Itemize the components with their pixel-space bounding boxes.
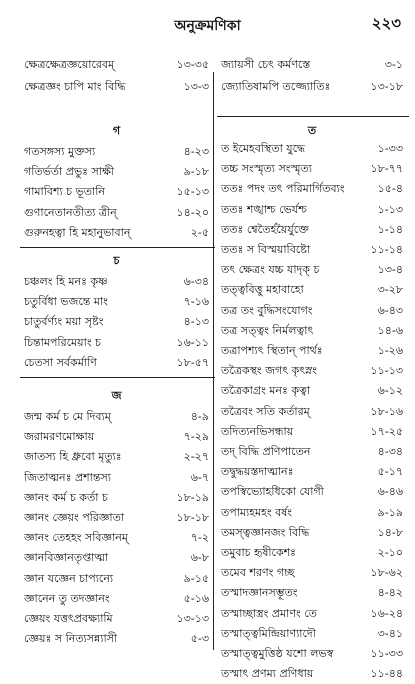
index-entry — [24, 629, 209, 649]
entry-reference: ১৪-৬ — [377, 323, 403, 337]
index-entry — [221, 280, 403, 300]
entry-reference: ৫-৩ — [190, 632, 209, 646]
entry-reference: ৪-৩৪ — [377, 445, 403, 458]
index-entry — [221, 77, 403, 97]
entry-text: গামাবিশ্য চ ভূতানি — [24, 185, 105, 199]
index-entry — [221, 321, 403, 341]
entry-text: তদ্বুদ্ধয়স্তদাত্মানঃ — [221, 465, 294, 479]
entry-text: তদ্ বিদ্ধি প্রণিপাতেন — [221, 445, 311, 458]
entry-text: তস্মাত্ত্বমুত্তিষ্ঠ যশো লভস্ব — [221, 647, 334, 660]
entry-text: তত্রাপশ্যৎ স্থিতান্ পার্থঃ — [221, 344, 323, 357]
entry-reference: ১-৩৩ — [377, 142, 403, 155]
index-entry — [221, 200, 403, 220]
entry-reference: ৫-১৭ — [377, 465, 403, 479]
index-entry — [24, 162, 209, 182]
entry-text: তত্রৈকাগ্রং মনঃ কৃত্বা — [221, 384, 311, 398]
entry-text: তপাম্যহমহং বর্ষং — [221, 505, 293, 519]
entry-text: তচ্চ সংস্মৃত্য সংস্মৃত্য — [221, 162, 312, 176]
entry-text: তত্রৈবং সতি কর্তারম্ — [221, 404, 310, 418]
entry-reference: ৪-৪২ — [377, 586, 403, 600]
index-entry — [221, 240, 403, 260]
entry-reference: ১৩-৪ — [377, 263, 403, 277]
entry-text: জ্ঞান যজ্ঞেন চাপ্যন্যে — [24, 571, 114, 585]
entry-text: তস্মাদজ্ঞানসম্ভূতং — [221, 586, 298, 600]
entry-text: তমুবাচ হৃষীকেশঃ — [221, 546, 297, 559]
index-entry — [24, 609, 209, 629]
separator-rule — [20, 377, 215, 378]
entry-text: তদিত্যনভিসন্ধায় — [221, 424, 294, 438]
entry-text: জ্যোতিষামপি তজ্জ্যোতিঃ — [221, 80, 331, 94]
entry-text: গতির্ভর্তা প্রভুঃ সাক্ষী — [24, 165, 115, 179]
entry-reference: ৭-২ — [190, 531, 209, 545]
entry-reference: ৯-১৯ — [377, 505, 403, 519]
separator-rule — [217, 116, 409, 117]
index-entry — [221, 462, 403, 482]
entry-reference: ১৫-১৩ — [176, 185, 209, 199]
index-entry — [24, 427, 209, 447]
entry-reference: ১৭-২৫ — [370, 424, 403, 438]
entry-text: ততঃ স বিস্ময়াবিষ্টো — [221, 243, 311, 256]
entry-reference: ১১-১৪ — [370, 243, 403, 256]
entry-reference: ৫-১৬ — [183, 591, 209, 605]
entry-reference: ১-১৪ — [377, 222, 403, 236]
index-entry — [221, 220, 403, 240]
entry-reference: ১৮-১৬ — [370, 404, 403, 418]
entry-text: জ্ঞেয়ং যত্তৎপ্রবক্ষ্যামি — [24, 612, 113, 625]
entry-reference: ৪-৯ — [190, 410, 209, 423]
index-entry — [221, 523, 403, 543]
entry-reference: ১৩-১৮ — [370, 80, 403, 94]
entry-text: জাতস্য হি ধ্রুবো মৃত্যুঃ — [24, 450, 122, 464]
entry-reference: ৬-৭ — [190, 470, 209, 484]
entry-text: তমেব শরণং গচ্ছ — [221, 566, 295, 580]
entry-text: চেতসা সর্বকর্মাণি — [24, 355, 97, 369]
entry-text: জিতাত্মনঃ প্রশান্তস্য — [24, 470, 111, 484]
entry-reference: ১-২৬ — [377, 344, 403, 357]
entry-reference: ৬-৪৩ — [377, 303, 403, 317]
index-entry — [221, 402, 403, 422]
index-entry — [221, 604, 403, 624]
entry-text: ততঃ শ্বেতৈর্হয়ৈর্যুক্তে — [221, 222, 309, 236]
index-entry — [24, 528, 209, 548]
separator-rule — [20, 247, 215, 248]
page-title: অনুক্রমণিকা — [174, 18, 241, 34]
index-entry — [221, 139, 403, 159]
entry-text: জ্ঞেয়ঃ স নিত্যসন্ন্যাসী — [24, 632, 118, 646]
index-entry — [221, 422, 403, 442]
index-entry — [221, 503, 403, 523]
index-entry — [221, 55, 403, 75]
entry-text: জ্ঞানেন তু তদজ্ঞানং — [24, 591, 110, 605]
index-entry — [221, 301, 403, 321]
index-entry — [221, 482, 403, 502]
index-entry — [24, 353, 209, 373]
entry-text: জ্ঞানং তেহহং সবিজ্ঞানম্ — [24, 531, 128, 545]
entry-text: ততঃ শঙ্খাশ্চ ভের্যশ্চ — [221, 202, 307, 216]
entry-text: চতুর্বিধা ভজন্তে মাং — [24, 295, 108, 309]
entry-reference: ১১-১৩ — [370, 364, 403, 378]
entry-reference: ১১-৪৪ — [370, 667, 403, 681]
index-entry — [221, 664, 403, 684]
index-entry — [24, 333, 209, 353]
index-entry — [24, 488, 209, 508]
index-entry — [221, 341, 403, 361]
index-entry — [24, 312, 209, 332]
entry-reference: ১-১৩ — [377, 202, 403, 216]
entry-reference: ১৮-১৯ — [176, 490, 209, 504]
entry-text: তমস্ত্বজ্ঞানজং বিদ্ধি — [221, 525, 310, 539]
entry-reference: ৩-২৮ — [377, 283, 403, 297]
entry-text: জ্ঞানং জ্ঞেয়ং পরিজ্ঞাতা — [24, 511, 125, 524]
entry-reference: ৭-২৯ — [183, 430, 209, 444]
index-entry — [24, 203, 209, 223]
index-entry — [24, 142, 209, 162]
section-letter: জ — [111, 389, 122, 402]
entry-text: তস্মাচ্ছাস্ত্রং প্রমাণং তে — [221, 606, 317, 620]
index-entry — [221, 159, 403, 179]
index-entry — [24, 272, 209, 292]
index-entry — [24, 569, 209, 589]
entry-text: ততঃ পদং তৎ পরিমার্গিতব্যং — [221, 182, 345, 196]
index-entry — [221, 442, 403, 462]
entry-text: তৎ ক্ষেত্রং যচ্চ যাদৃক্ চ — [221, 263, 320, 277]
entry-text: তত্ত্ববিত্তু মহাবাহো — [221, 283, 304, 297]
entry-reference: ১১-৩৩ — [370, 647, 403, 660]
index-entry — [24, 548, 209, 568]
entry-reference: ১৮-১৮ — [176, 511, 209, 524]
entry-reference: ৬-৮ — [190, 551, 209, 565]
index-entry — [221, 179, 403, 199]
entry-reference: ৩-৪১ — [377, 626, 403, 640]
column-divider — [213, 72, 214, 650]
entry-reference: ১৮-৫৭ — [176, 355, 209, 369]
entry-text: তপস্বিভ্যোহধিকো যোগী — [221, 485, 324, 499]
entry-reference: ১৪-৮ — [377, 525, 403, 539]
index-entry — [221, 361, 403, 381]
index-entry — [221, 644, 403, 664]
entry-reference: ৭-১৬ — [183, 295, 209, 309]
entry-reference: ৬-১২ — [377, 384, 403, 398]
entry-reference: ৪-১৩ — [183, 315, 209, 329]
entry-text: গুণানেতানতীত্য ত্রীন্ — [24, 205, 117, 219]
index-entry — [221, 583, 403, 603]
index-entry — [24, 292, 209, 312]
entry-text: জরামরণমোক্ষায় — [24, 430, 95, 444]
entry-reference: ৯-১৫ — [183, 571, 209, 585]
entry-reference: ১৮-৭৭ — [370, 162, 403, 176]
entry-text: ত ইমেহবস্থিতা যুদ্ধে — [221, 142, 306, 155]
index-entry — [24, 55, 209, 75]
entry-text: জ্যায়সী চেৎ কর্মণস্তে — [221, 58, 311, 71]
index-entry — [24, 77, 209, 97]
section-letter: চ — [113, 254, 120, 267]
entry-text: চিন্তামপরিমেয়াং চ — [24, 335, 101, 349]
index-entry — [221, 624, 403, 644]
entry-reference: ২-৫ — [190, 225, 209, 239]
index-entry — [24, 407, 209, 427]
entry-reference: ১৬-১১ — [176, 335, 209, 349]
entry-text: জ্ঞানবিজ্ঞানতৃপ্তাত্মা — [24, 551, 109, 565]
entry-reference: ৬-৪৬ — [377, 485, 403, 499]
page-number: ২২৩ — [371, 14, 401, 32]
entry-reference: ১৩-৩ — [183, 80, 209, 94]
entry-text: তস্মাত্ত্বমিন্দ্রিয়াণ্যাদৌ — [221, 626, 316, 640]
entry-reference: ১৬-২৪ — [370, 606, 403, 620]
index-entry — [24, 508, 209, 528]
entry-text: ক্ষেত্রক্ষেত্রজ্ঞয়োরেবম্ — [24, 58, 115, 71]
entry-text: চাতুর্বর্ণ্যং ময়া সৃষ্টং — [24, 315, 104, 329]
entry-text: জ্ঞানং কর্ম চ কর্তা চ — [24, 490, 108, 504]
section-letter: ত — [307, 124, 317, 137]
index-entry — [24, 182, 209, 202]
entry-reference: ১৩-৩৫ — [176, 58, 209, 71]
entry-reference: ১৫-৪ — [377, 182, 403, 196]
index-entry — [24, 589, 209, 609]
entry-text: গুরুনহত্বা হি মহানুভাবান্ — [24, 225, 131, 239]
entry-reference: ২-২৭ — [183, 450, 209, 464]
section-letter: গ — [112, 124, 121, 137]
entry-text: গতসঙ্গস্য মুক্তস্য — [24, 145, 96, 158]
entry-reference: ১৮-৬২ — [370, 566, 403, 580]
entry-reference: ৩-১ — [384, 58, 403, 71]
entry-reference: ২-১০ — [377, 546, 403, 559]
entry-text: চঞ্চলং হি মনঃ কৃষ্ণ — [24, 275, 108, 288]
entry-text: তত্রৈকস্থং জগৎ কৃৎস্নং — [221, 364, 317, 378]
index-entry — [221, 543, 403, 563]
index-entry — [24, 223, 209, 243]
entry-reference: ৬-৩৪ — [183, 275, 209, 288]
entry-reference: ৯-১৮ — [183, 165, 209, 179]
index-entry — [221, 381, 403, 401]
index-entry — [221, 260, 403, 280]
entry-reference: ৪-২৩ — [183, 145, 209, 158]
entry-text: জন্ম কর্ম চ মে দিব্যম্ — [24, 410, 111, 423]
entry-text: তত্র তং বুদ্ধিসংযোগং — [221, 303, 313, 317]
entry-text: তত্র সত্ত্বং নির্মলত্বাৎ — [221, 323, 314, 337]
index-entry — [221, 563, 403, 583]
index-entry — [24, 447, 209, 467]
index-entry — [24, 468, 209, 488]
entry-reference: ১৪-২০ — [176, 205, 209, 219]
entry-text: তস্মাৎ প্রণম্য প্রণিধায় — [221, 667, 314, 681]
entry-reference: ১৩-১৩ — [176, 612, 209, 625]
entry-text: ক্ষেত্রজ্ঞং চাপি মাং বিদ্ধি — [24, 80, 126, 94]
